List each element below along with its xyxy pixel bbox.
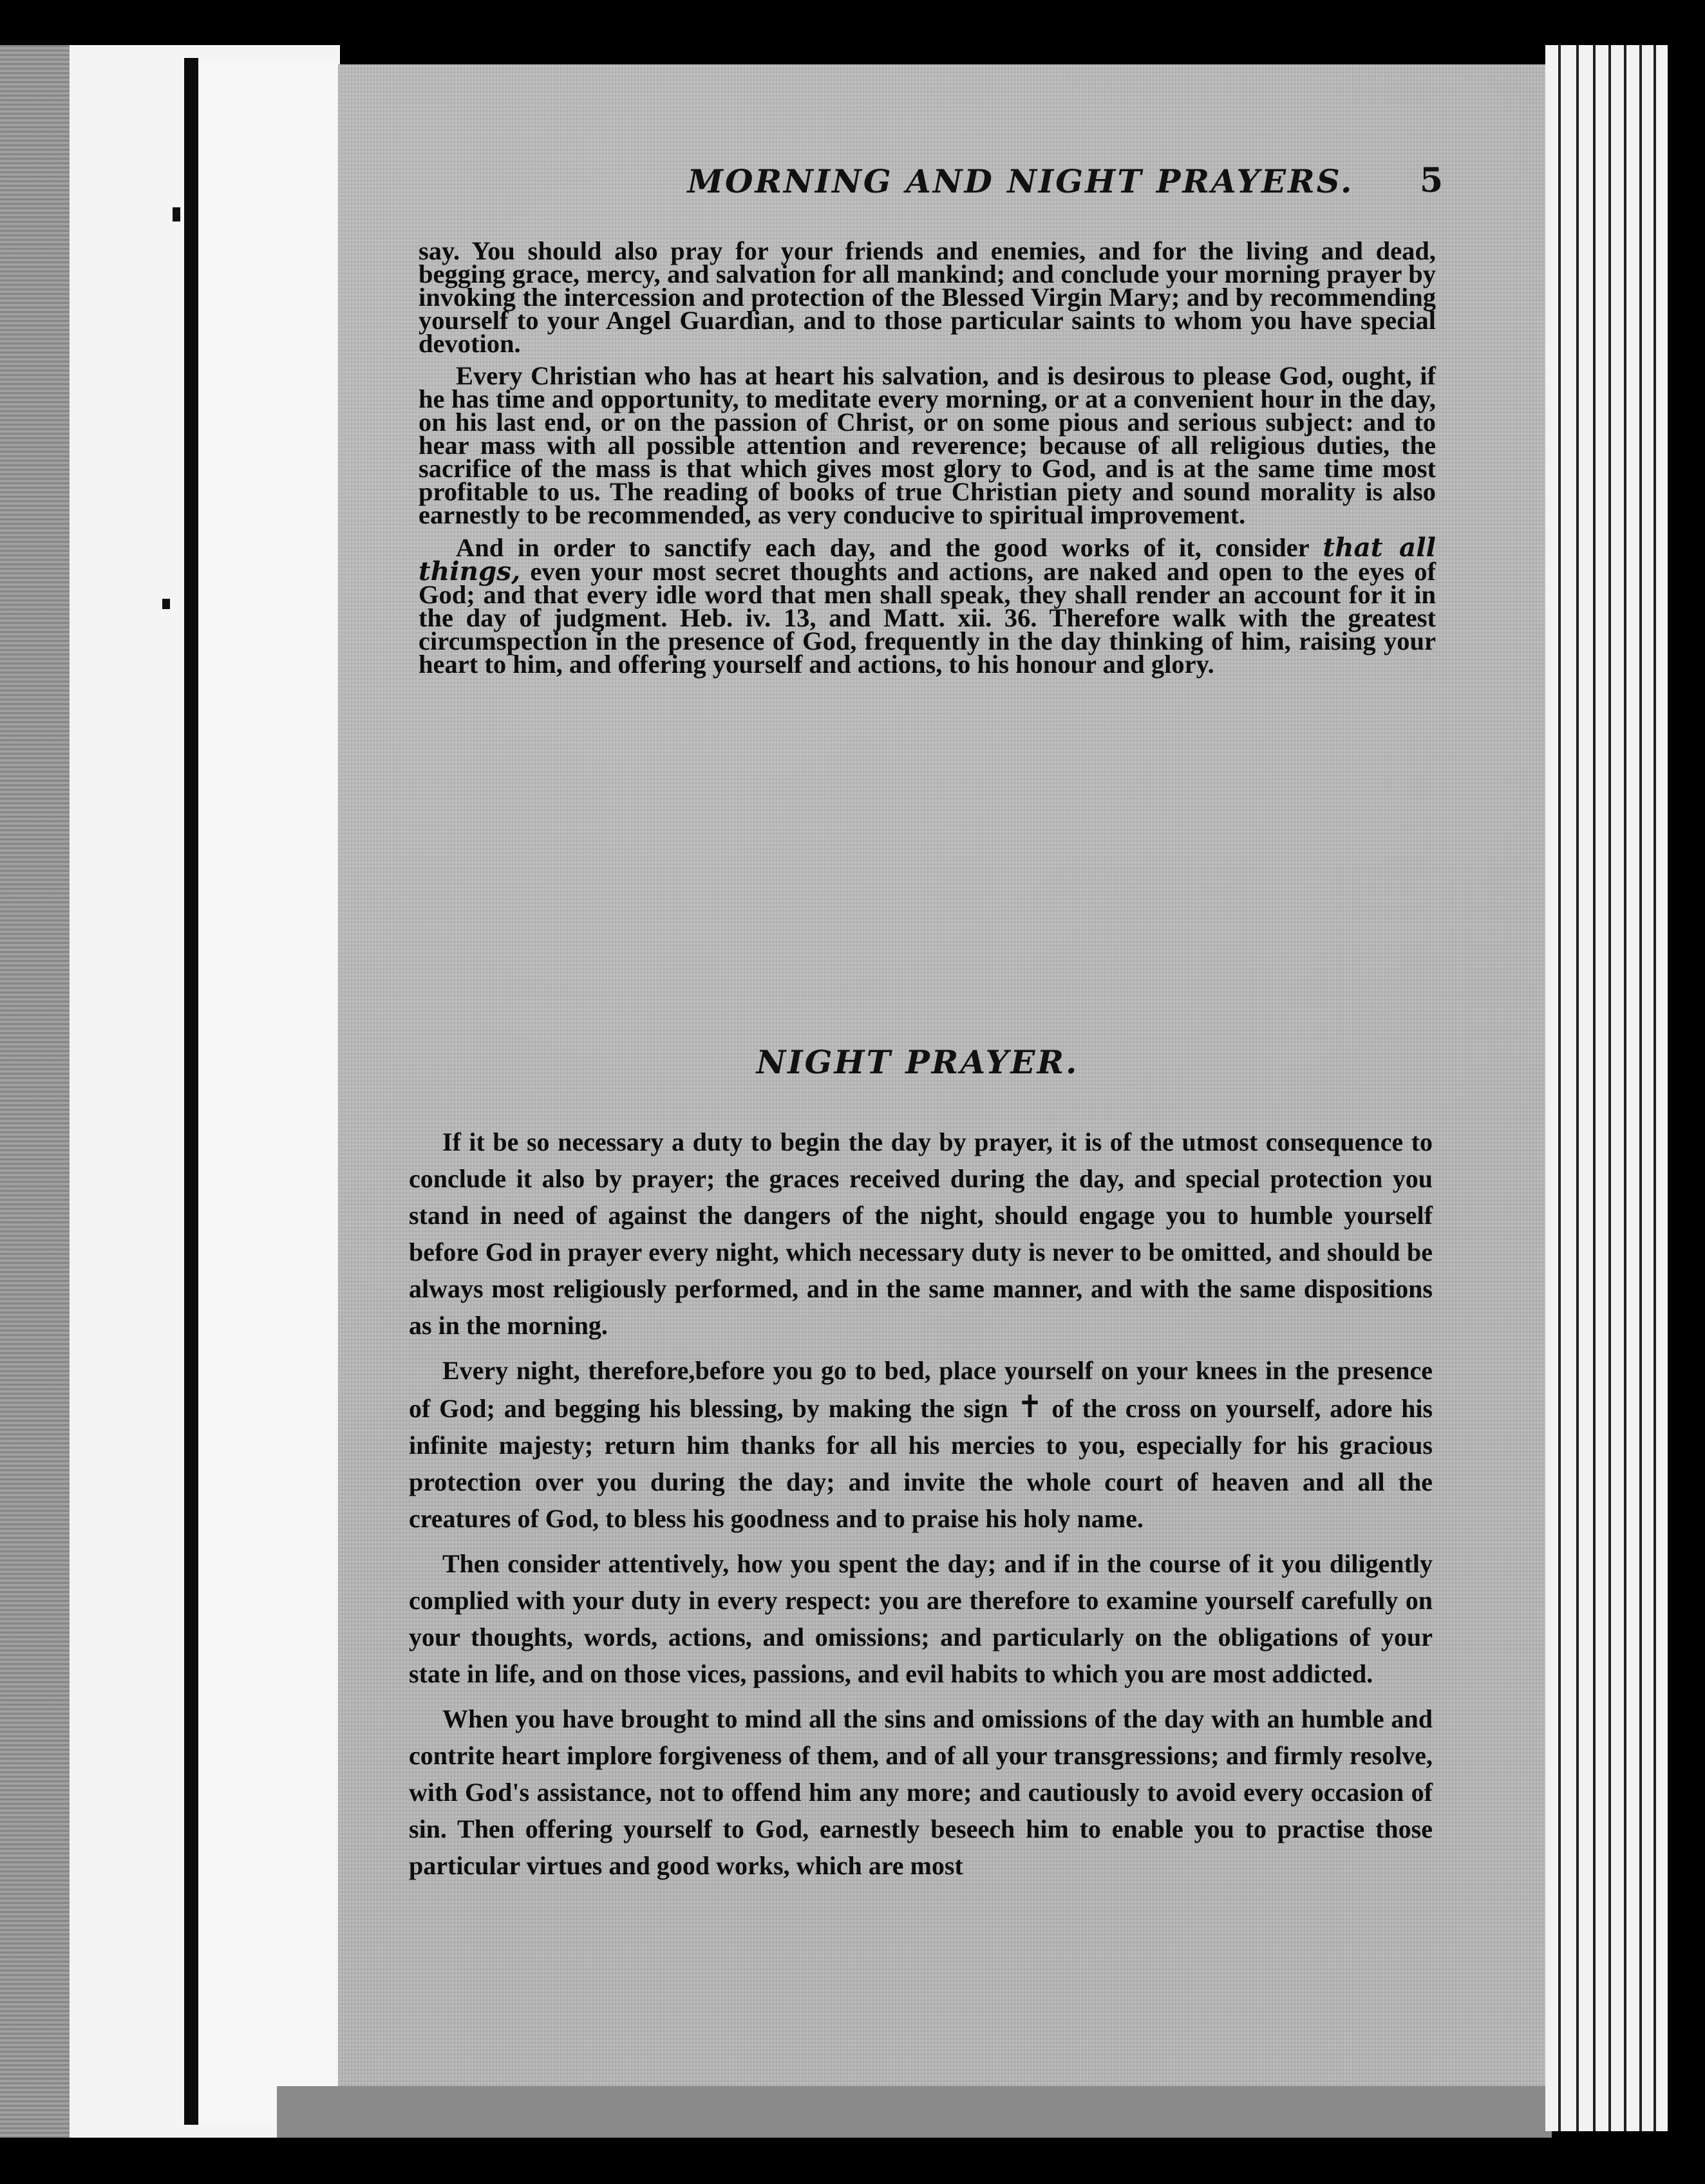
- paragraph: say. You should also pray for your friends and enemies, and for the living and dead, begging grace, mercy, and salvation for all mankind; and conclude your morning prayer by invoking the intercession and protection of the Blessed Virgin Mary; and by recommending yourself to your Angel Guardian, and to those particular saints to whom you have special devotion.: [419, 236, 1436, 358]
- emphasis-text: that all things,: [419, 532, 1437, 587]
- paragraph: [419, 532, 1437, 679]
- paragraph: Then consider attentively, how you spent the day; and if in the course of it you diligently complied with your duty in every respect: you are therefore to examine yourself carefully on your thoughts, words, actions, and omissions; and particularly on the obligations of your state in life, and on those vices, passions, and evil habits to which you are most addicted.: [409, 1549, 1433, 1688]
- running-head: MORNING AND NIGHT PRAYERS.: [687, 162, 1354, 200]
- cross-icon: ✝: [1017, 1389, 1043, 1425]
- page-shadow: [277, 2086, 1552, 2138]
- section-heading: NIGHT PRAYER.: [756, 1043, 1079, 1081]
- scan-border: [1668, 0, 1705, 2184]
- paragraph-text: of the cross on yourself, adore his infinite majesty; return him thanks for all his mercies to you, especially for his gracious protection over you during the day; and invite the whole court of heaven and all the creatures of God, to bless his goodness and to praise his holy name.: [409, 1394, 1433, 1533]
- paragraph: When you have brought to mind all the sins and omissions of the day with an humble and contrite heart implore forgiveness of them, and of all your transgressions; and firmly resolve, with God's assistance, not to offend him any more; and cautiously to avoid every occasion of sin. Then offering yourself to God, earnestly beseech him to enable you to practise those particular virtues and good works, which are most: [409, 1704, 1433, 1880]
- paragraph-text: even your most secret thoughts and actions, are naked and open to the eyes of God; and that every idle word that men shall speak, they shall render an account for it in the day of judgment. Heb. iv. 13, and Matt. xii. 36. Therefore walk with the greatest circumspection in the presence of God, frequently in the day thinking of him, raising your heart to him, and offering yourself and actions, to his honour and glory.: [419, 557, 1436, 679]
- scan-mark: [162, 599, 170, 609]
- page-number: 5: [1420, 161, 1444, 200]
- paragraph-text: And in order to sanctify each day, and the good works of it, consider: [456, 533, 1309, 562]
- night-prayer-text: [409, 1124, 1433, 1892]
- paragraph-text: Every night, therefore,before you go to bed, place yourself on your knees in the presence of God; and begging his blessing, by making the sign: [409, 1356, 1433, 1423]
- paragraph: Every Christian who has at heart his salvation, and is desirous to please God, ought, if he has time and opportunity, to meditate every morning, or at a convenient hour in the day, on his last end, or on the passion of Christ, or on some pious and serious subject: and to hear mass with all possible attention and reverence; because of all religious duties, the sacrifice of the mass is that which gives most glory to God, and is at the same time most profitable to us. The reading of books of true Christian piety and sound morality is also earnestly to be recommended, as very conducive to spiritual improvement.: [419, 361, 1436, 529]
- adjacent-page-edge: [0, 45, 70, 2138]
- page-stack-edges: [1545, 45, 1668, 2131]
- book-page: [338, 64, 1549, 2086]
- paragraph: [409, 1352, 1433, 1537]
- paragraph: If it be so necessary a duty to begin the day by prayer, it is of the utmost consequence to conclude it also by prayer; the graces received during the day, and special protection you stand in need of against the dangers of the night, should engage you to humble yourself before God in prayer every night, which necessary duty is never to be omitted, and should be always most religiously performed, and in the same manner, and with the same dispositions as in the morning.: [409, 1127, 1433, 1340]
- gutter-margin: [198, 58, 340, 2125]
- scan-mark: [173, 207, 180, 221]
- binding-line: [184, 58, 198, 2125]
- morning-prayer-text: [419, 236, 1437, 685]
